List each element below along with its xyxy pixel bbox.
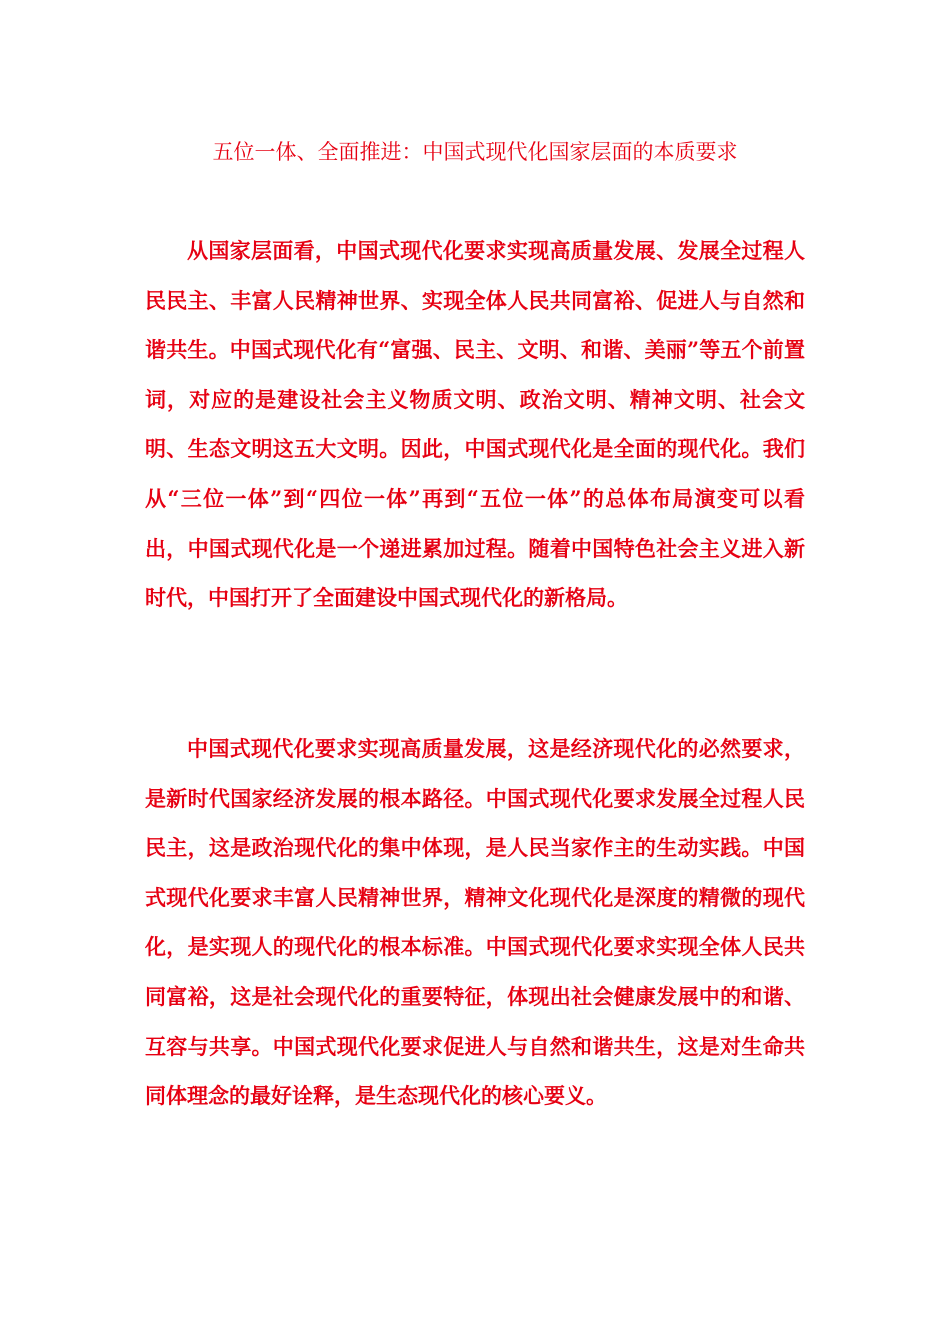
body-paragraph-2: 中国式现代化要求实现高质量发展，这是经济现代化的必然要求，是新时代国家经济发展的根本路径。中国式现代化要求发展全过程人民民主，这是政治现代化的集中体现，是人民当家作主的生动实践。中国式现代化要求丰富人民精神世界，精神文化现代化是深度的精微的现代化，是实现人的现代化的根本标准。中国式现代化要求实现全体人民共同富裕，这是社会现代化的重要特征，体现出社会健康发展中的和谐、互容与共享。中国式现代化要求促进人与自然和谐共生，这是对生命共同体理念的最好诠释，是生态现代化的核心要义。	[145, 736, 805, 1109]
body-paragraph-1: 从国家层面看，中国式现代化要求实现高质量发展、发展全过程人民民主、丰富人民精神世界、实现全体人民共同富裕、促进人与自然和谐共生。中国式现代化有“富强、民主、文明、和谐、美丽”等五个前置词，对应的是建设社会主义物质文明、政治文明、精神文明、社会文明、生态文明这五大文明。因此，中国式现代化是全面的现代化。我们从“三位一体”到“四位一体”再到“五位一体”的总体布局演变可以看出，中国式现代化是一个递进累加过程。随着中国特色社会主义进入新时代，中国打开了全面建设中国式现代化的新格局。	[145, 238, 805, 611]
document-title: 五位一体、全面推进：中国式现代化国家层面的本质要求	[212, 140, 738, 164]
